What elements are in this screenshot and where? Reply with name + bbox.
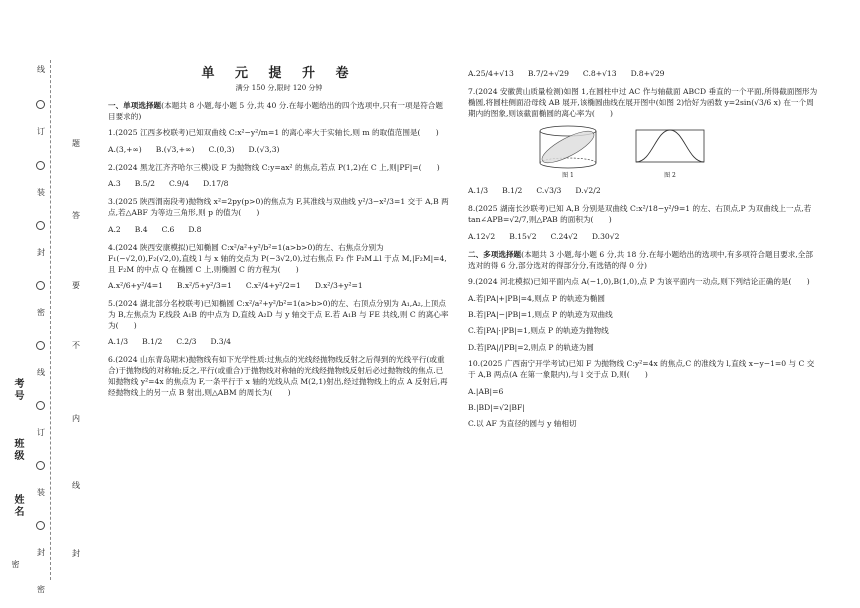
question-1-options <box>108 144 450 155</box>
option: D.√2/2 <box>575 186 601 196</box>
option: B.7/2+√29 <box>527 69 569 78</box>
seal-char: 订 <box>37 428 45 437</box>
option: C.6 <box>161 224 175 234</box>
option: D.30√2 <box>591 231 620 241</box>
option: B.x²/5+y²/3=1 <box>176 280 232 290</box>
question-5: 5.(2024 湖北部分名校联考)已知椭圆 C:x²/a²+y²/b²=1(a>b>0)的左、右顶点分别为 A₁,A₂,上顶点为 B,左焦点为 F,线段 A₁B 的中点为 D,直线 A₂D 与 y 轴交于点 E.若 A₁B 与 FE 共线,则 C 的离心率为( ) <box>108 298 449 330</box>
question-9-option-c: C.若|PA|·|PB|=1,则点 P 的轨迹为抛物线 <box>468 326 609 336</box>
seal-circle <box>36 161 45 170</box>
class-label: 班级 <box>12 438 23 462</box>
question-7-figures <box>530 124 820 181</box>
inner-char: 题 <box>72 139 80 148</box>
figure-1 <box>530 124 606 181</box>
question-1: 1.(2025 江西多校联考)已知双曲线 C:x²−y²/m=1 的离心率大于实轴长,则 m 的取值范围是( ) <box>108 128 439 138</box>
inner-char: 线 <box>72 481 80 490</box>
figure-1-caption: 图 1 <box>562 172 574 180</box>
option: C.x²/4+y²/2=1 <box>245 280 301 290</box>
page-subtitle: 满分 150 分,限时 120 分钟 <box>235 84 323 92</box>
option: C.8+√13 <box>582 69 617 78</box>
option: C.(0,3) <box>208 144 235 154</box>
option: D.(√3,3) <box>248 144 280 154</box>
seal-char: 密 <box>37 585 45 594</box>
option: B.15√2 <box>509 231 537 241</box>
question-2-options <box>108 178 450 189</box>
seal-circle <box>36 221 45 230</box>
question-9-option-d: D.若|PA|/|PB|=2,则点 P 的轨迹为圆 <box>468 342 594 352</box>
inner-char: 内 <box>72 414 80 423</box>
option: A.(3,+∞) <box>108 144 142 154</box>
question-6: 6.(2024 山东青岛期末)抛物线有如下光学性质:过焦点的光线经抛物线反射之后得到的光线平行(或重合)于抛物线的对称轴;反之,平行(或重合)于抛物线对称轴的光线经抛物线反射后必过抛物线的焦点.已知抛物线 y²=4x 的焦点为 F,一条平行于 x 轴的光线从点 M(2,1)射出,经过抛物线上的点 A 反射后,再经抛物线上的另一点 B 射出,则△ABM 的周长为( ) <box>108 355 448 398</box>
seal-char: 装 <box>37 188 45 197</box>
seal-char: 密 <box>11 560 20 568</box>
option: A.25/4+√13 <box>468 69 514 78</box>
seal-circle <box>36 341 45 350</box>
name-label: 姓名 <box>12 494 23 518</box>
inner-char: 要 <box>72 281 80 290</box>
seal-circle <box>36 521 45 530</box>
option: A.3 <box>108 179 121 189</box>
question-9: 9.(2024 河北模拟)已知平面内点 A(−1,0),B(1,0),点 P 为该平面内一动点,则下列结论正确的是( ) <box>468 277 810 287</box>
option: B.(√3,+∞) <box>155 144 195 154</box>
option: D.17/8 <box>203 179 229 189</box>
question-2: 2.(2024 黑龙江齐齐哈尔三模)设 F 为抛物线 C:y=ax² 的焦点,若点 P(1,2)在 C 上,则|PF|=( ) <box>108 162 440 172</box>
seal-circle <box>36 281 45 290</box>
exam-number-label: 考号 <box>12 378 23 402</box>
section-2-heading: 二、多项选择题(本题共 3 小题,每小题 6 分,共 18 分.在每小题给出的选项中,有多项符合题目要求,全部选对的得 6 分,部分选对的得部分分,有选错的得 0 分) <box>468 249 813 270</box>
option: C.9/4 <box>168 179 190 189</box>
option: D.x²/3+y²=1 <box>314 280 363 290</box>
question-9-option-b: B.若|PA|−|PB|=1,则点 P 的轨迹为双曲线 <box>468 309 613 319</box>
question-7-options <box>468 185 820 196</box>
seal-char: 装 <box>37 488 45 497</box>
option: A.1/3 <box>468 186 489 196</box>
figure-2 <box>632 124 708 181</box>
question-3: 3.(2025 陕西渭南段考)抛物线 x²=2py(p>0)的焦点为 F,其准线与双曲线 y²/3−x²/3=1 交于 A,B 两点,若△ABF 为等边三角形,则 p 的值为( ) <box>108 197 449 218</box>
option: D.8+√29 <box>630 69 665 78</box>
page-title: 单 元 提 升 卷 <box>201 66 357 81</box>
seal-char: 封 <box>37 248 45 257</box>
question-10-option-a: A.|AB|=6 <box>468 386 504 396</box>
question-3-options <box>108 224 450 235</box>
question-8: 8.(2025 湖南长沙联考)已知 A,B 分别是双曲线 C:x²/18−y²/9=1 的左、右顶点,P 为双曲线上一点,若 tan∠APB=√2/7,则△PAB 的面积为( ) <box>468 204 812 225</box>
seal-circle <box>36 401 45 410</box>
right-column <box>468 68 820 435</box>
question-10-option-b: B.|BD|=√2|BF| <box>468 402 525 412</box>
option: A.2 <box>108 224 121 234</box>
section-1-heading: 一、单项选择题(本题共 8 小题,每小题 5 分,共 40 分.在每小题给出的四个选项中,只有一项是符合题目要求的) <box>108 101 443 121</box>
option: C.24√2 <box>550 231 578 241</box>
option: A.x²/6+y²/4=1 <box>108 280 163 290</box>
option: C.2/3 <box>176 337 197 347</box>
seal-char: 线 <box>37 368 45 377</box>
inner-char: 答 <box>72 211 80 220</box>
figure-2-caption: 图 2 <box>664 172 676 180</box>
question-9-option-a: A.若|PA|+|PB|=4,则点 P 的轨迹为椭圆 <box>468 293 605 303</box>
question-5-options <box>108 336 450 347</box>
seal-char: 密 <box>37 308 45 317</box>
option: D.3/4 <box>210 337 231 347</box>
question-7: 7.(2024 安徽黄山质量检测)如图 1,在圆柱中过 AC 作与轴截面 ABCD 垂直的一个平面,所得截面图形为椭圆,将圆柱侧面沿母线 AB 展开,该椭圆曲线在展开图中(如图 2)恰好为函数 y=2sin(√3/6 x) 在一个周期内的图象,则该截面椭圆的离心率为( ) <box>468 87 818 118</box>
option: C.√3/3 <box>536 186 562 196</box>
seal-char: 封 <box>37 548 45 557</box>
option: B.1/2 <box>502 186 523 196</box>
question-10-option-c: C.以 AF 为直径的圆与 y 轴相切 <box>468 419 577 429</box>
option: B.4 <box>134 224 148 234</box>
unrolled-sine-figure <box>632 124 708 170</box>
inner-char: 封 <box>72 549 80 558</box>
option: B.5/2 <box>134 179 155 189</box>
question-6-options <box>468 68 820 79</box>
inner-char: 不 <box>72 341 80 350</box>
option: B.1/2 <box>142 337 163 347</box>
seal-circle <box>36 100 45 109</box>
seal-char: 订 <box>37 127 45 136</box>
question-4-options <box>108 280 450 291</box>
option: A.12√2 <box>468 231 496 241</box>
seal-circle <box>36 461 45 470</box>
option: A.1/3 <box>108 337 129 347</box>
question-8-options <box>468 231 820 242</box>
seal-char: 线 <box>37 65 45 74</box>
binding-margin <box>0 0 62 608</box>
seal-line <box>50 60 51 580</box>
option: D.8 <box>188 224 202 234</box>
cylinder-figure <box>530 124 606 170</box>
left-column <box>108 68 450 404</box>
question-4: 4.(2024 陕西安康模拟)已知椭圆 C:x²/a²+y²/b²=1(a>b>0)的左、右焦点分别为 F₁(−√2,0),F₂(√2,0),直线 l 与 x 轴的交点为 P(−3√2,0),过右焦点 F₂ 作 F₂M⊥l 于点 M,|F₂M|=4,且 F₂M 的中点 Q 在椭圆 C 上,则椭圆 C 的方程为( ) <box>108 242 447 274</box>
question-10: 10.(2025 广西南宁开学考试)已知 F 为抛物线 C:y²=4x 的焦点,C 的准线为 l,直线 x−y−1=0 与 C 交于 A,B 两点(A 在第一象限内),与 l 交于点 D,则( ) <box>468 359 815 380</box>
